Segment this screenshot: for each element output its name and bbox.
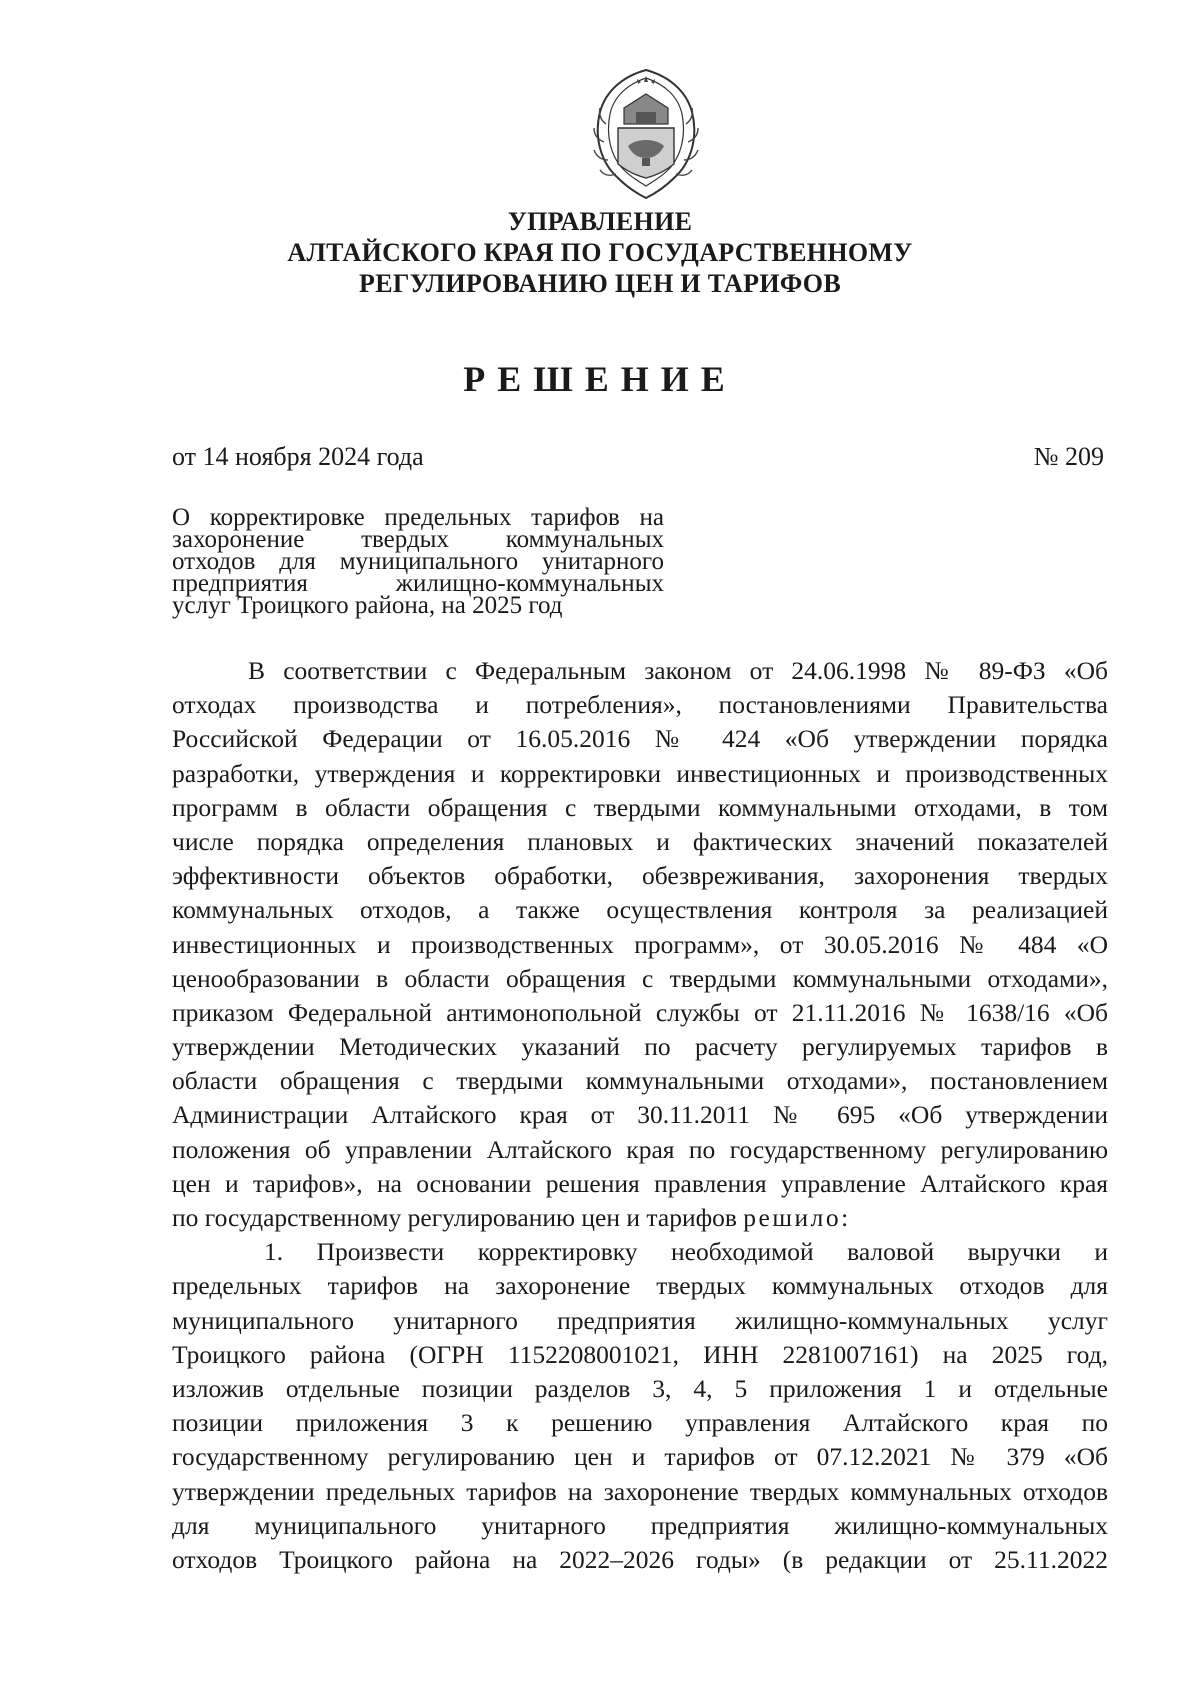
item-1-line: отходов Троицкого района на 2022–2026 годы» (в редакции от 25.11.2022 [172,1544,1108,1574]
body-line: разработки, утверждения и корректировки инвестиционных и производственных [172,758,1108,788]
item-1-line: изложив отдельные позиции разделов 3, 4, 5 приложения 1 и отдельные [172,1373,1108,1403]
document-number: № 209 [1033,442,1104,471]
body-line: цен и тарифов», на основании решения правления управление Алтайского края [172,1168,1108,1198]
body-line: числе порядка определения плановых и фактических значений показателей [172,826,1108,856]
item-1-line: государственному регулированию цен и тарифов от 07.12.2021 № 379 «Об [172,1442,1108,1472]
item-1-line: предельных тарифов на захоронение твердых коммунальных отходов для [172,1271,1108,1301]
body-line: положения об управлении Алтайского края по государственному регулированию [172,1134,1108,1164]
item-1-line: для муниципального унитарного предприятия жилищно-коммунальных [172,1510,1108,1540]
body-line: коммунальных отходов, а также осуществления контроля за реализацией [172,895,1108,925]
item-1-line: Троицкого района (ОГРН 1152208001021, ИНН 2281007161) на 2025 год, [172,1339,1108,1369]
body-line: В соответствии с Федеральным законом от 24.06.1998 № 89-ФЗ «Об [248,656,1108,685]
item-1-line: муниципального унитарного предприятия жилищно-коммунальных услуг [172,1305,1108,1335]
body-line: программ в области обращения с твердыми коммунальными отходами, в том [172,792,1108,822]
item-1-line: 1. Произвести корректировку необходимой валовой выручки и [264,1237,1108,1267]
body-line: Администрации Алтайского края от 30.11.2011 № 695 «Об утверждении [172,1100,1108,1130]
altai-coat-of-arms-emblem [584,64,708,204]
subject-line: предприятия жилищно-коммунальных [172,570,664,597]
resolved-word: решило: [743,1203,851,1232]
body-line: приказом Федеральной антимонопольной службы от 21.11.2016 № 1638/16 «Об [172,997,1108,1027]
org-name-line-3: РЕГУЛИРОВАНИЮ ЦЕН И ТАРИФОВ [359,269,841,298]
body-line: инвестиционных и производственных программ», от 30.05.2016 № 484 «О [172,929,1108,959]
document-body [172,654,1108,1577]
body-line: утверждении Методических указаний по расчету регулируемых тарифов в [172,1032,1108,1062]
body-line: отходах производства и потребления», постановлениями Правительства [172,690,1108,720]
item-1-line: позиции приложения 3 к решению управления Алтайского края по [172,1408,1108,1438]
body-line: области обращения с твердыми коммунальными отходами», постановлением [172,1066,1108,1096]
body-line: ценообразовании в области обращения с твердыми коммунальными отходами», [172,963,1108,993]
org-name-line-2: АЛТАЙСКОГО КРАЯ ПО ГОСУДАРСТВЕННОМУ [287,238,913,267]
org-name-line-1: УПРАВЛЕНИЕ [507,207,693,236]
subject-line: отходов для муниципального унитарного [172,548,664,575]
document-subject [172,504,664,619]
body-line [172,1201,1108,1235]
subject-line: захоронение твердых коммунальных [172,526,664,553]
document-type-title: РЕШЕНИЕ [463,359,737,399]
body-line-text: по государственному регулированию цен и тарифов [172,1203,737,1232]
body-line: Российской Федерации от 16.05.2016 № 424 «Об утверждении порядка [172,724,1108,754]
subject-line: О корректировке предельных тарифов на [172,504,664,531]
item-1-line: утверждении предельных тарифов на захоронение твердых коммунальных отходов [172,1476,1108,1506]
body-line: эффективности объектов обработки, обезвреживания, захоронения твердых [172,861,1108,891]
document-date: от 14 ноября 2024 года [172,442,424,471]
subject-line: услуг Троицкого района, на 2025 год [172,592,563,619]
